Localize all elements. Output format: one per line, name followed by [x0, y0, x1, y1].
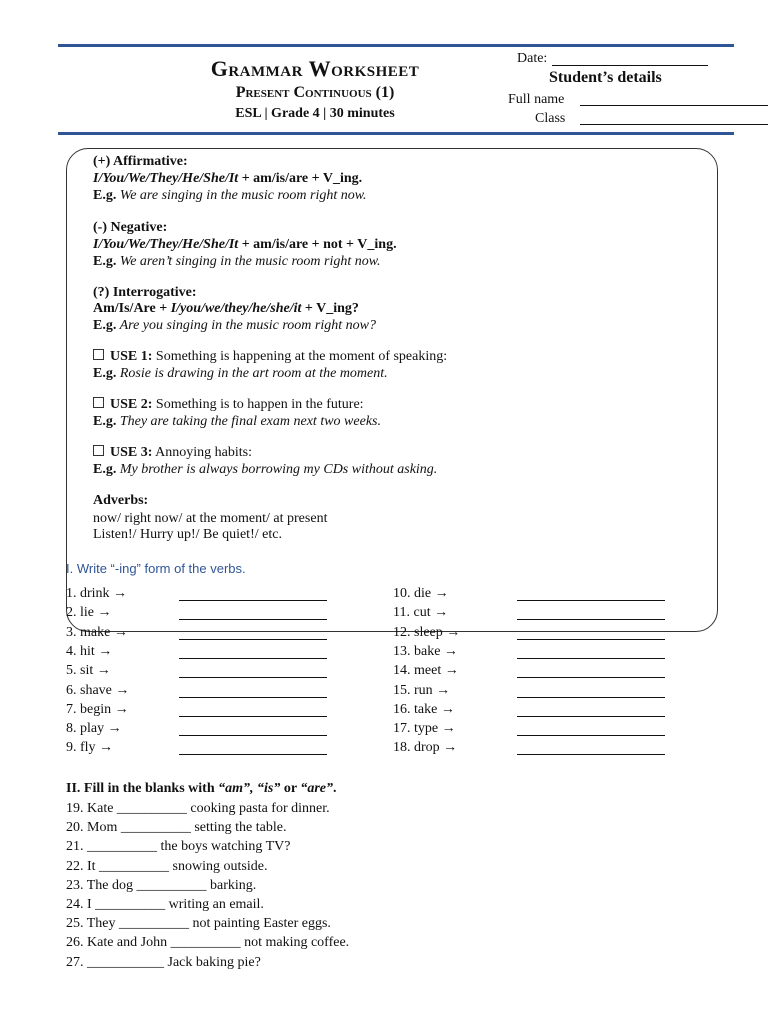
date-field[interactable]: [552, 65, 708, 66]
use3-text: Annoying habits:: [152, 445, 252, 460]
verb-item: 1. drink →: [66, 586, 128, 601]
question-item: 19. Kate __________ cooking pasta for dinner.: [66, 801, 330, 816]
bottom-rule: [58, 132, 734, 135]
verb-item: 11. cut →: [393, 605, 449, 621]
use2-label: USE 2:: [110, 397, 153, 412]
negative-formula: [93, 237, 397, 253]
interrogative-formula: [93, 301, 359, 317]
verb-item: 14. meet →: [393, 663, 459, 679]
question-item: 26. Kate and John __________ not making coffee.: [66, 935, 350, 951]
negative-subjects: I/You/We/They/He/She/It: [93, 237, 239, 252]
adverbs-line-2: Listen!/ Hurry up!/ Be quiet!/ etc.: [93, 527, 282, 542]
interrogative-heading: (?) Interrogative:: [93, 285, 197, 300]
students-details-heading: Student’s details: [549, 69, 662, 86]
verb-item: 4. hit →: [66, 643, 113, 659]
question-item: 22. It __________ snowing outside.: [66, 858, 268, 874]
eg-label: E.g.: [93, 254, 117, 269]
section2-heading-or: or: [280, 781, 301, 796]
question-item: 25. They __________ not painting Easter eggs.: [66, 916, 331, 932]
affirmative-rest: + am/is/are + V_ing.: [238, 171, 363, 186]
eg-label: E.g.: [93, 188, 117, 203]
verb-answer-blank[interactable]: [179, 677, 327, 678]
question-item: 20. Mom __________ setting the table.: [66, 820, 287, 836]
use3-example-text: My brother is always borrowing my CDs without asking.: [116, 462, 438, 477]
checkbox-icon: [93, 349, 104, 360]
affirmative-subjects: I/You/We/They/He/She/It: [93, 171, 239, 186]
verb-answer-blank[interactable]: [517, 639, 665, 640]
question-item: 23. The dog __________ barking.: [66, 877, 257, 893]
use1-text: Something is happening at the moment of speaking:: [152, 349, 448, 364]
worksheet-meta: ESL | Grade 4 | 30 minutes: [235, 106, 395, 121]
affirmative-heading: (+) Affirmative:: [93, 154, 188, 169]
verb-answer-blank[interactable]: [179, 754, 327, 755]
verb-answer-blank[interactable]: [517, 677, 665, 678]
question-item: 21. __________ the boys watching TV?: [66, 839, 291, 855]
section2-heading-words: “am”, “is”: [218, 781, 281, 796]
full-name-field[interactable]: [580, 105, 768, 106]
use2-example: [93, 414, 381, 430]
top-rule: [58, 44, 734, 47]
question-item: 24. I __________ writing an email.: [66, 897, 264, 912]
use2-text: Something is to happen in the future:: [152, 397, 364, 412]
verb-item: 10. die →: [393, 586, 449, 601]
eg-label: E.g.: [93, 318, 117, 333]
affirmative-example: [93, 188, 367, 204]
verb-answer-blank[interactable]: [179, 735, 327, 736]
worksheet-title: Grammar Worksheet: [210, 56, 420, 81]
verb-answer-blank[interactable]: [517, 600, 665, 601]
section2-heading: [66, 781, 336, 797]
verb-item: 3. make →: [66, 624, 128, 640]
section2-heading-end: .: [332, 781, 337, 796]
use2-line: [93, 397, 364, 413]
affirmative-formula: [93, 171, 362, 187]
interrogative-rest: + V_ing?: [301, 301, 359, 316]
eg-label: E.g.: [93, 414, 117, 429]
class-field[interactable]: [580, 124, 768, 125]
adverbs-line-1: now/ right now/ at the moment/ at present: [93, 511, 328, 526]
use1-line: [93, 349, 447, 365]
use1-example-text: Rosie is drawing in the art room at the moment.: [116, 366, 388, 381]
verb-answer-blank[interactable]: [517, 735, 665, 736]
verb-answer-blank[interactable]: [179, 639, 327, 640]
class-label: Class: [535, 111, 566, 126]
negative-example-text: We aren’t singing in the music room right now.: [116, 254, 381, 269]
eg-label: E.g.: [93, 462, 117, 477]
question-item: 27. ___________ Jack baking pie?: [66, 954, 261, 970]
verb-answer-blank[interactable]: [517, 716, 665, 717]
verb-item: 2. lie →: [66, 605, 112, 621]
interrogative-subjects: I/you/we/they/he/she/it: [170, 301, 302, 316]
eg-label: E.g.: [93, 366, 117, 381]
verb-item: 15. run →: [393, 682, 451, 698]
adverbs-heading: Adverbs:: [93, 493, 149, 508]
verb-answer-blank[interactable]: [179, 600, 327, 601]
affirmative-example-text: We are singing in the music room right now.: [116, 188, 367, 203]
verb-item: 12. sleep →: [393, 624, 461, 640]
interrogative-start: Am/Is/Are +: [93, 301, 171, 316]
use3-line: [93, 445, 252, 461]
verb-answer-blank[interactable]: [179, 619, 327, 620]
use3-example: [93, 462, 437, 478]
negative-heading: (-) Negative:: [93, 220, 168, 235]
checkbox-icon: [93, 445, 104, 456]
section1-heading: I. Write “-ing” form of the verbs.: [66, 561, 246, 576]
full-name-label: Full name: [508, 92, 565, 107]
verb-answer-blank[interactable]: [517, 754, 665, 755]
verb-answer-blank[interactable]: [517, 658, 665, 659]
use1-example: [93, 366, 388, 382]
verb-answer-blank[interactable]: [179, 716, 327, 717]
negative-example: [93, 254, 381, 270]
section2-heading-are: “are”: [300, 781, 333, 796]
worksheet-subtitle: Present Continuous (1): [235, 84, 395, 101]
use3-label: USE 3:: [110, 445, 153, 460]
date-label: Date:: [517, 51, 548, 66]
use2-example-text: They are taking the final exam next two weeks.: [116, 414, 381, 429]
verb-item: 6. shave →: [66, 682, 130, 698]
interrogative-example-text: Are you singing in the music room right now?: [116, 318, 376, 333]
verb-item: 9. fly →: [66, 740, 114, 756]
verb-answer-blank[interactable]: [179, 658, 327, 659]
verb-item: 18. drop →: [393, 740, 458, 756]
use1-label: USE 1:: [110, 349, 153, 364]
checkbox-icon: [93, 397, 104, 408]
negative-rest: + am/is/are + not + V_ing.: [238, 237, 397, 252]
interrogative-example: [93, 318, 376, 334]
verb-answer-blank[interactable]: [517, 619, 665, 620]
verb-item: 13. bake →: [393, 643, 458, 659]
verb-item: 17. type →: [393, 721, 456, 737]
verb-item: 5. sit →: [66, 663, 111, 679]
verb-item: 8. play →: [66, 721, 122, 737]
verb-answer-blank[interactable]: [517, 697, 665, 698]
verb-item: 16. take →: [393, 701, 455, 717]
verb-item: 7. begin →: [66, 701, 129, 717]
section2-heading-start: II. Fill in the blanks with: [66, 781, 219, 796]
verb-answer-blank[interactable]: [179, 697, 327, 698]
